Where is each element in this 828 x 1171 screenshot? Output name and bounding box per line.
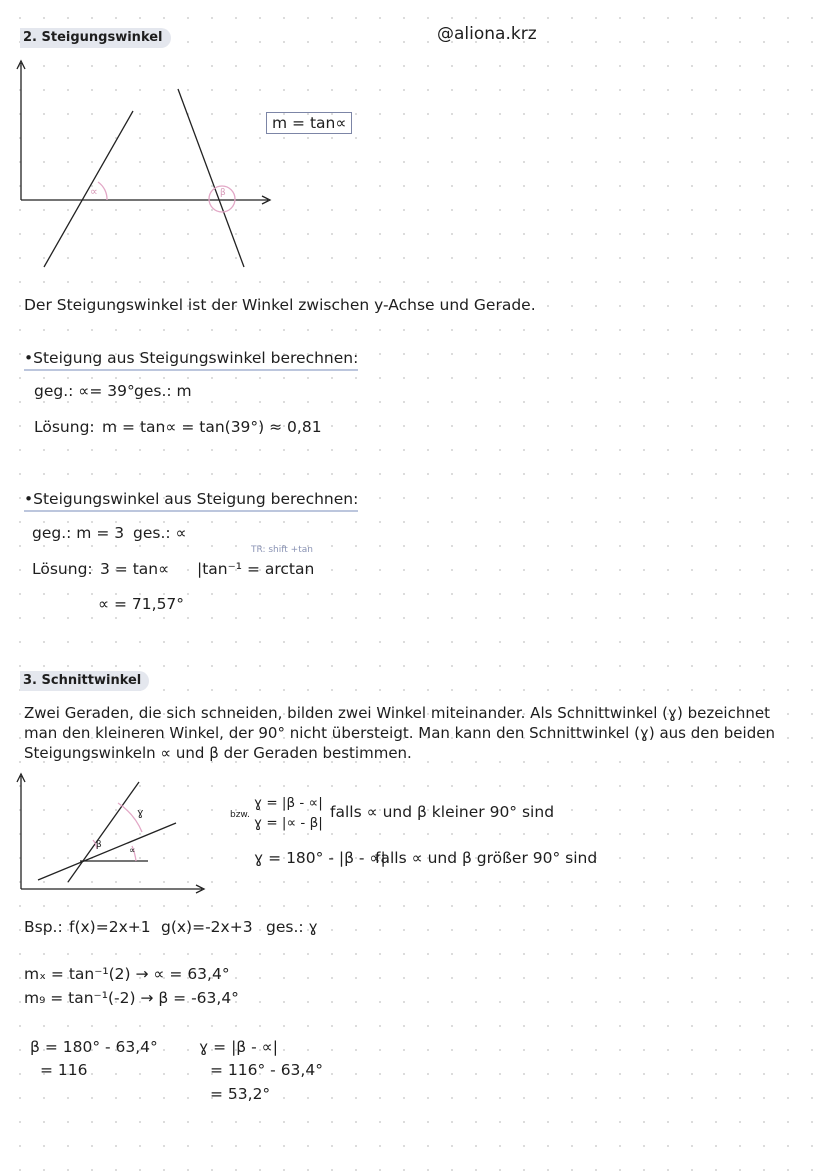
- part2-wanted: ges.: ∝: [133, 524, 187, 542]
- formula-a: ɣ = |β - ∝|: [254, 795, 323, 811]
- beta-calc-2: = 116: [40, 1061, 88, 1079]
- gamma-calc-3: = 53,2°: [210, 1085, 271, 1103]
- part2-result: ∝ = 71,57°: [98, 595, 185, 613]
- gamma-calc-2: = 116° - 63,4°: [210, 1061, 323, 1079]
- fig2-alpha-label: ∝: [129, 846, 136, 856]
- part1-solution: m = tan∝ = tan(39°) ≈ 0,81: [102, 418, 322, 436]
- slope-f: mₓ = tan⁻¹(2) → ∝ = 63,4°: [24, 965, 230, 983]
- steep-line: [68, 782, 139, 882]
- formula-b: ɣ = |∝ - β|: [254, 815, 323, 831]
- part1-wanted: ges.: m: [134, 382, 192, 400]
- example-wanted: ges.: ɣ: [266, 918, 318, 936]
- section-heading-steigungswinkel: 2. Steigungswinkel: [20, 28, 171, 48]
- slope-g: m₉ = tan⁻¹(-2) → β = -63,4°: [24, 989, 239, 1007]
- part1-title: •Steigung aus Steigungswinkel berechnen:: [24, 349, 358, 371]
- part2-operation: |tan⁻¹ = arctan: [197, 560, 315, 578]
- example-label: Bsp.:: [24, 918, 63, 936]
- beta-label: β: [220, 188, 226, 198]
- part2-title: •Steigungswinkel aus Steigung berechnen:: [24, 490, 358, 512]
- intersection-angle-figure: [0, 770, 210, 895]
- author-handle: @aliona.krz: [437, 24, 537, 44]
- fig2-beta-label: β: [96, 840, 102, 850]
- part2-solution: 3 = tan∝: [100, 560, 170, 578]
- definition-text: Der Steigungswinkel ist der Winkel zwischen y-Achse und Gerade.: [24, 296, 536, 314]
- slope-angle-figure: [0, 55, 300, 275]
- fig2-gamma-label: ɣ: [137, 806, 144, 819]
- gamma-calc-1: ɣ = |β - ∝|: [199, 1038, 278, 1056]
- part1-given: geg.: ∝= 39°: [34, 382, 135, 400]
- condition-1: falls ∝ und β kleiner 90° sind: [330, 803, 555, 821]
- beta-calc-1: β = 180° - 63,4°: [30, 1038, 158, 1056]
- shallow-line: [38, 823, 176, 880]
- tr-note: TR: shift +tan: [251, 545, 313, 555]
- part1-solution-label: Lösung:: [34, 418, 95, 436]
- alpha-label: ∝: [90, 185, 98, 198]
- function-g: g(x)=-2x+3: [161, 918, 253, 936]
- part2-given: geg.: m = 3: [32, 524, 125, 542]
- condition-2: falls ∝ und β größer 90° sind: [375, 849, 598, 867]
- formula-c: ɣ = 180° - |β - ∝|: [254, 849, 386, 867]
- formula-box: m = tan∝: [266, 112, 352, 134]
- bzw-label: bzw.: [230, 810, 250, 820]
- part2-solution-label: Lösung:: [32, 560, 93, 578]
- alpha-arc: [98, 182, 107, 200]
- rising-line: [44, 111, 133, 267]
- schnittwinkel-paragraph: Zwei Geraden, die sich schneiden, bilden zwei Winkel miteinander. Als Schnittwinkel (ɣ) bezeichnet man den kleineren Winkel, der 90° nicht übersteigt. Man kann den Schnittwinkel (ɣ) aus den beiden Steigungswinkeln ∝ und β der Geraden bestimmen.: [24, 704, 775, 762]
- function-f: f(x)=2x+1: [69, 918, 151, 936]
- section-heading-schnittwinkel: 3. Schnittwinkel: [20, 671, 149, 691]
- falling-line: [178, 89, 244, 267]
